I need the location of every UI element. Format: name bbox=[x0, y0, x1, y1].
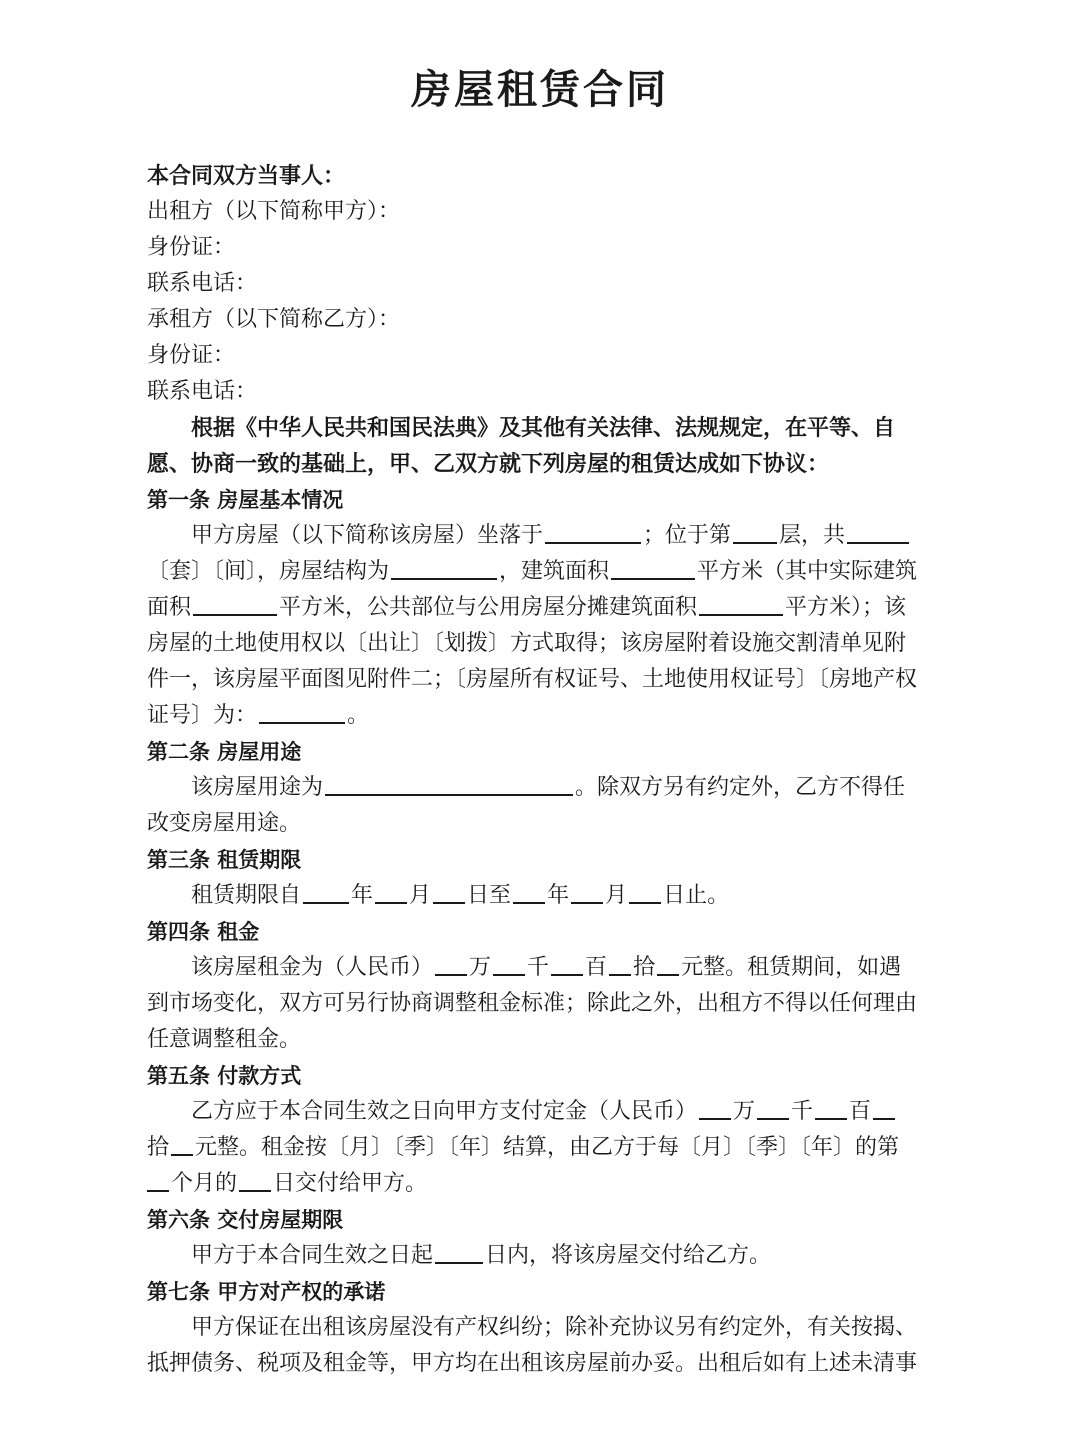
blank-pay-day bbox=[239, 1166, 271, 1192]
lessee-label: 承租方（以下简称乙方）： bbox=[147, 307, 401, 332]
blank-delivery-days bbox=[435, 1238, 483, 1264]
blank-structure bbox=[391, 554, 497, 580]
lessor-id-label: 身份证： bbox=[147, 235, 236, 260]
paragraph-line: 面积 平方米，公共部位与公用房屋分摊建筑面积 平方米）；该 bbox=[147, 590, 934, 626]
blank-floor bbox=[733, 518, 777, 544]
preamble-line: 根据《中华人民共和国民法典》及其他有关法律、法规规定，在平等、自 bbox=[191, 415, 896, 441]
blank-start-month bbox=[375, 878, 407, 904]
blank-rent-bai bbox=[551, 950, 583, 976]
paragraph-line: 该房屋用途为 。除双方另有约定外，乙方不得任 bbox=[147, 770, 934, 806]
paragraph-line: 〔套〕〔间〕，房屋结构为 ，建筑面积 平方米（其中实际建筑 bbox=[147, 554, 934, 590]
blank-end-day bbox=[629, 878, 661, 904]
blank-area bbox=[611, 554, 695, 580]
blank-rent-yuan bbox=[657, 950, 679, 976]
lessee-phone-label: 联系电话： bbox=[147, 379, 258, 404]
paragraph-line: 改变房屋用途。 bbox=[147, 811, 302, 836]
blank-start-day bbox=[433, 878, 465, 904]
document-title: 房屋租赁合同 bbox=[411, 67, 669, 113]
paragraph-line: 件一，该房屋平面图见附件二；〔房屋所有权证号、土地使用权证号〕〔房地产权 bbox=[147, 667, 918, 692]
lessee-id-label: 身份证： bbox=[147, 343, 236, 368]
article-heading: 第六条 交付房屋期限 bbox=[147, 1208, 344, 1232]
blank-usage bbox=[325, 770, 573, 796]
paragraph-line: 乙方应于本合同生效之日向甲方支付定金（人民币） 万 千 百 bbox=[147, 1094, 934, 1130]
blank-rent-wan bbox=[435, 950, 467, 976]
lessor-phone-label: 联系电话： bbox=[147, 271, 258, 296]
blank-end-year bbox=[513, 878, 545, 904]
article-heading: 第七条 甲方对产权的承诺 bbox=[147, 1280, 386, 1304]
lessor-label: 出租方（以下简称甲方）： bbox=[147, 199, 401, 224]
paragraph-line: 租赁期限自 年 月 日至 年 月 日止。 bbox=[147, 878, 934, 914]
preamble-line: 愿、协商一致的基础上，甲、乙双方就下列房屋的租赁达成如下协议： bbox=[147, 451, 830, 477]
blank-actual-area bbox=[193, 590, 277, 616]
blank-cert-number bbox=[259, 698, 345, 724]
paragraph-line: 个月的 日交付给甲方。 bbox=[147, 1166, 934, 1202]
blank-deposit-bai bbox=[815, 1094, 847, 1120]
blank-deposit-shi bbox=[873, 1094, 895, 1120]
blank-deposit-qian bbox=[757, 1094, 789, 1120]
parties-intro: 本合同双方当事人： bbox=[147, 163, 346, 189]
blank-rent-qian bbox=[493, 950, 525, 976]
blank-pay-month bbox=[147, 1166, 169, 1192]
article-heading: 第五条 付款方式 bbox=[147, 1064, 302, 1088]
blank-end-month bbox=[571, 878, 603, 904]
paragraph-line: 抵押债务、税项及租金等，甲方均在出租该房屋前办妥。出租后如有上述未清事 bbox=[147, 1351, 918, 1376]
blank-start-year bbox=[303, 878, 349, 904]
article-heading: 第三条 租赁期限 bbox=[147, 848, 302, 872]
blank-location bbox=[545, 518, 641, 544]
blank-count bbox=[847, 518, 909, 544]
paragraph-line: 拾 元整。租金按〔月〕〔季〕〔年〕结算，由乙方于每〔月〕〔季〕〔年〕的第 bbox=[147, 1130, 934, 1166]
blank-deposit-wan bbox=[699, 1094, 731, 1120]
paragraph-line: 证号〕为： 。 bbox=[147, 698, 934, 734]
blank-rent-shi bbox=[609, 950, 631, 976]
document-body bbox=[147, 158, 934, 1382]
paragraph-line: 任意调整租金。 bbox=[147, 1027, 302, 1052]
paragraph-line: 该房屋租金为（人民币） 万 千 百 拾 元整。租赁期间，如遇 bbox=[147, 950, 934, 986]
paragraph-line: 房屋的土地使用权以〔出让〕〔划拨〕方式取得；该房屋附着设施交割清单见附 bbox=[147, 631, 907, 656]
paragraph-line: 甲方房屋（以下简称该房屋）坐落于 ；位于第 层，共 bbox=[147, 518, 934, 554]
article-heading: 第一条 房屋基本情况 bbox=[147, 488, 344, 512]
article-heading: 第四条 租金 bbox=[147, 920, 260, 944]
article-heading: 第二条 房屋用途 bbox=[147, 740, 302, 764]
paragraph-line: 甲方保证在出租该房屋没有产权纠纷；除补充协议另有约定外，有关按揭、 bbox=[191, 1315, 918, 1340]
paragraph-line: 甲方于本合同生效之日起 日内，将该房屋交付给乙方。 bbox=[147, 1238, 934, 1274]
blank-shared-area bbox=[699, 590, 783, 616]
paragraph-line: 到市场变化，双方可另行协商调整租金标准；除此之外，出租方不得以任何理由 bbox=[147, 991, 918, 1016]
blank-deposit-yuan bbox=[171, 1130, 193, 1156]
